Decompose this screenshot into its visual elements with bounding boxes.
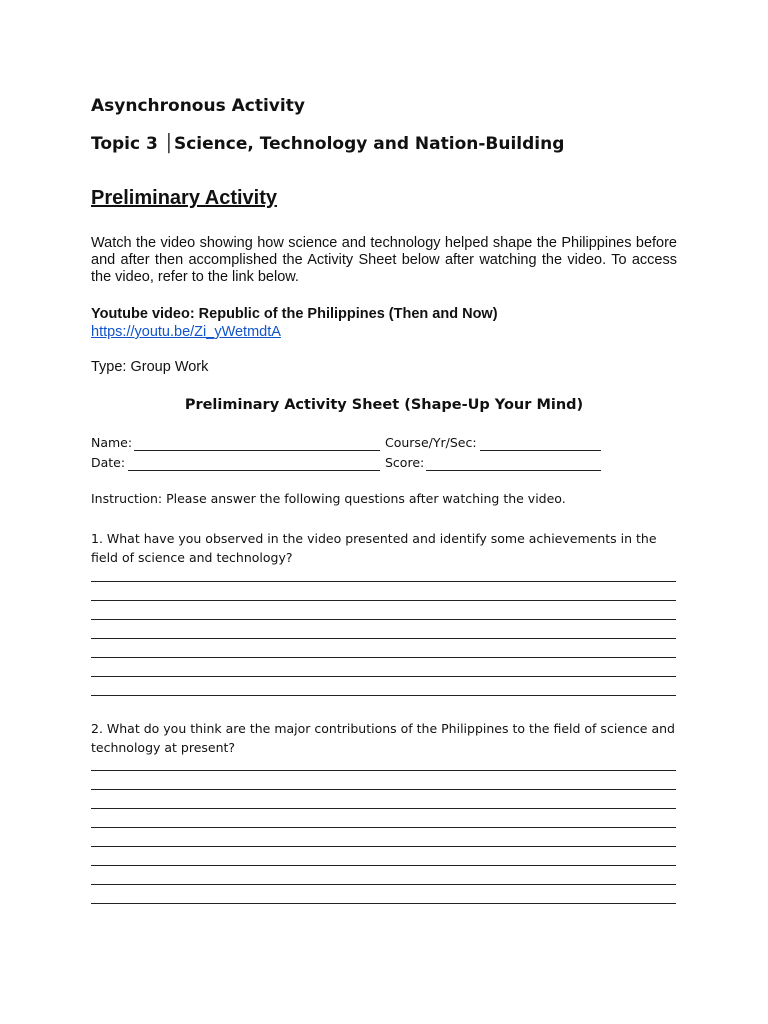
question-1: 1. What have you observed in the video presented and identify some achievements in the field of science and technology?	[91, 531, 657, 565]
answer-line[interactable]	[91, 846, 676, 847]
score-label: Score:	[385, 455, 425, 470]
instructions-paragraph: Watch the video showing how science and technology helped shape the Philippines before and after then accomplished the Activity Sheet below after watching the video. To access the video, refer to the link below.	[91, 235, 677, 285]
type-text: Type: Group Work	[91, 359, 209, 375]
topic-title: Topic 3 │Science, Technology and Nation-Building	[91, 134, 565, 154]
answer-line[interactable]	[91, 884, 676, 885]
preliminary-heading: Preliminary Activity	[91, 187, 278, 209]
course-label: Course/Yr/Sec:	[385, 435, 477, 450]
name-field[interactable]	[134, 450, 380, 451]
answer-line[interactable]	[91, 808, 676, 809]
answer-line[interactable]	[91, 657, 676, 658]
sheet-instruction: Instruction: Please answer the following questions after watching the video.	[91, 491, 566, 506]
activity-title: Asynchronous Activity	[91, 96, 305, 116]
answer-line[interactable]	[91, 581, 676, 582]
answer-line[interactable]	[91, 695, 676, 696]
sheet-title: Preliminary Activity Sheet (Shape-Up Your Mind)	[184, 397, 584, 413]
answer-line[interactable]	[91, 827, 676, 828]
answer-line[interactable]	[91, 903, 676, 904]
date-label: Date:	[91, 455, 126, 470]
date-field[interactable]	[128, 470, 380, 471]
answer-line[interactable]	[91, 770, 676, 771]
answer-line[interactable]	[91, 638, 676, 639]
answer-line[interactable]	[91, 676, 676, 677]
video-label: Youtube video: Republic of the Philippines (Then and Now)	[91, 306, 498, 322]
course-field[interactable]	[480, 450, 601, 451]
video-link[interactable]: https://youtu.be/Zi_yWetmdtA	[91, 324, 281, 340]
answer-line[interactable]	[91, 865, 676, 866]
answer-line[interactable]	[91, 789, 676, 790]
answer-line[interactable]	[91, 600, 676, 601]
answer-line[interactable]	[91, 619, 676, 620]
score-field[interactable]	[426, 470, 601, 471]
question-2: 2. What do you think are the major contributions of the Philippines to the field of science and technology at present?	[91, 721, 675, 755]
name-label: Name:	[91, 435, 133, 450]
